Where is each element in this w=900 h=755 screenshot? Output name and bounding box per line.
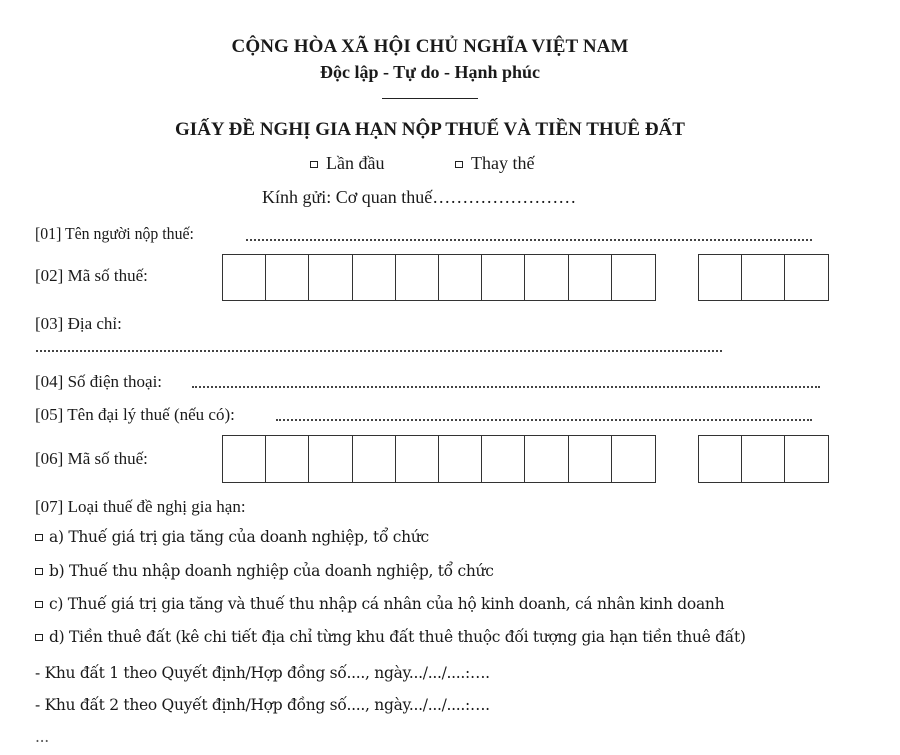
recipient-line	[262, 187, 576, 208]
digit-box[interactable]	[223, 255, 266, 300]
digit-box[interactable]	[396, 255, 439, 300]
agent-tax-code-branch-boxes[interactable]	[698, 435, 829, 483]
digit-box[interactable]	[569, 436, 612, 482]
digit-box[interactable]	[785, 436, 828, 482]
digit-box[interactable]	[742, 255, 785, 300]
taxpayer-name-label: [01] Tên người nộp thuế:	[35, 224, 194, 243]
digit-box[interactable]	[482, 436, 525, 482]
tax-agent-name-label: [05] Tên đại lý thuế (nếu có):	[35, 405, 235, 424]
digit-box[interactable]	[439, 255, 482, 300]
first-time-label: Lần đầu	[326, 153, 385, 173]
phone-input[interactable]	[192, 386, 820, 388]
digit-box[interactable]	[266, 436, 309, 482]
first-time-option[interactable]	[310, 153, 384, 174]
tax-type-option-c[interactable]	[35, 595, 724, 613]
tax-type-option-b[interactable]	[35, 562, 494, 580]
digit-box[interactable]	[396, 436, 439, 482]
checkbox-icon[interactable]	[35, 534, 43, 541]
digit-box[interactable]	[309, 255, 352, 300]
digit-box[interactable]	[482, 255, 525, 300]
digit-box[interactable]	[742, 436, 785, 482]
address-label: [03] Địa chỉ:	[35, 314, 122, 333]
digit-box[interactable]	[699, 255, 742, 300]
digit-box[interactable]	[266, 255, 309, 300]
tax-type-option-a[interactable]	[35, 528, 429, 546]
land-parcel-2: - Khu đất 2 theo Quyết định/Hợp đồng số...., ngày.../.../....:….	[35, 696, 490, 714]
agent-tax-code-label: [06] Mã số thuế:	[35, 449, 148, 468]
motto-heading: Độc lập - Tự do - Hạnh phúc	[319, 62, 541, 82]
continuation-ellipsis: ...	[35, 728, 49, 746]
nation-heading: CỘNG HÒA XÃ HỘI CHỦ NGHĨA VIỆT NAM	[231, 36, 629, 57]
address-input[interactable]	[36, 350, 722, 352]
digit-box[interactable]	[309, 436, 352, 482]
digit-box[interactable]	[223, 436, 266, 482]
form-title: GIẤY ĐỀ NGHỊ GIA HẠN NỘP THUẾ VÀ TIỀN THUÊ ĐẤT	[175, 119, 685, 140]
digit-box[interactable]	[353, 436, 396, 482]
digit-box[interactable]	[353, 255, 396, 300]
tax-code-branch-boxes[interactable]	[698, 254, 829, 301]
checkbox-icon[interactable]	[35, 568, 43, 575]
recipient-label: Kính gửi: Cơ quan thuế	[262, 187, 433, 207]
tax-code-label: [02] Mã số thuế:	[35, 266, 148, 285]
checkbox-icon[interactable]	[455, 161, 463, 168]
recipient-input[interactable]: ……………………	[432, 187, 577, 207]
replacement-label: Thay thế	[471, 153, 535, 173]
phone-label: [04] Số điện thoại:	[35, 372, 163, 391]
option-a-label: a) Thuế giá trị gia tăng của doanh nghiệp, tổ chức	[49, 528, 429, 546]
option-d-label: d) Tiền thuê đất (kê chi tiết địa chỉ từng khu đất thuê thuộc đối tượng gia hạn tiền thuê đất)	[49, 628, 746, 646]
checkbox-icon[interactable]	[35, 634, 43, 641]
replacement-option[interactable]	[455, 153, 534, 174]
digit-box[interactable]	[439, 436, 482, 482]
tax-agent-name-input[interactable]	[276, 419, 812, 421]
tax-type-option-d[interactable]	[35, 628, 746, 646]
tax-code-main-boxes[interactable]	[222, 254, 656, 301]
option-b-label: b) Thuế thu nhập doanh nghiệp của doanh nghiệp, tổ chức	[49, 562, 494, 580]
digit-box[interactable]	[699, 436, 742, 482]
digit-box[interactable]	[612, 255, 655, 300]
option-c-label: c) Thuế giá trị gia tăng và thuế thu nhập cá nhân của hộ kinh doanh, cá nhân kinh doanh	[49, 595, 725, 613]
digit-box[interactable]	[525, 436, 568, 482]
land-parcel-1: - Khu đất 1 theo Quyết định/Hợp đồng số...., ngày.../.../....:….	[35, 664, 490, 682]
checkbox-icon[interactable]	[35, 601, 43, 608]
digit-box[interactable]	[785, 255, 828, 300]
checkbox-icon[interactable]	[310, 161, 318, 168]
agent-tax-code-main-boxes[interactable]	[222, 435, 656, 483]
digit-box[interactable]	[525, 255, 568, 300]
tax-type-label: [07] Loại thuế đề nghị gia hạn:	[35, 497, 246, 516]
header-divider	[382, 98, 478, 99]
digit-box[interactable]	[569, 255, 612, 300]
digit-box[interactable]	[612, 436, 655, 482]
taxpayer-name-input[interactable]	[246, 239, 812, 241]
